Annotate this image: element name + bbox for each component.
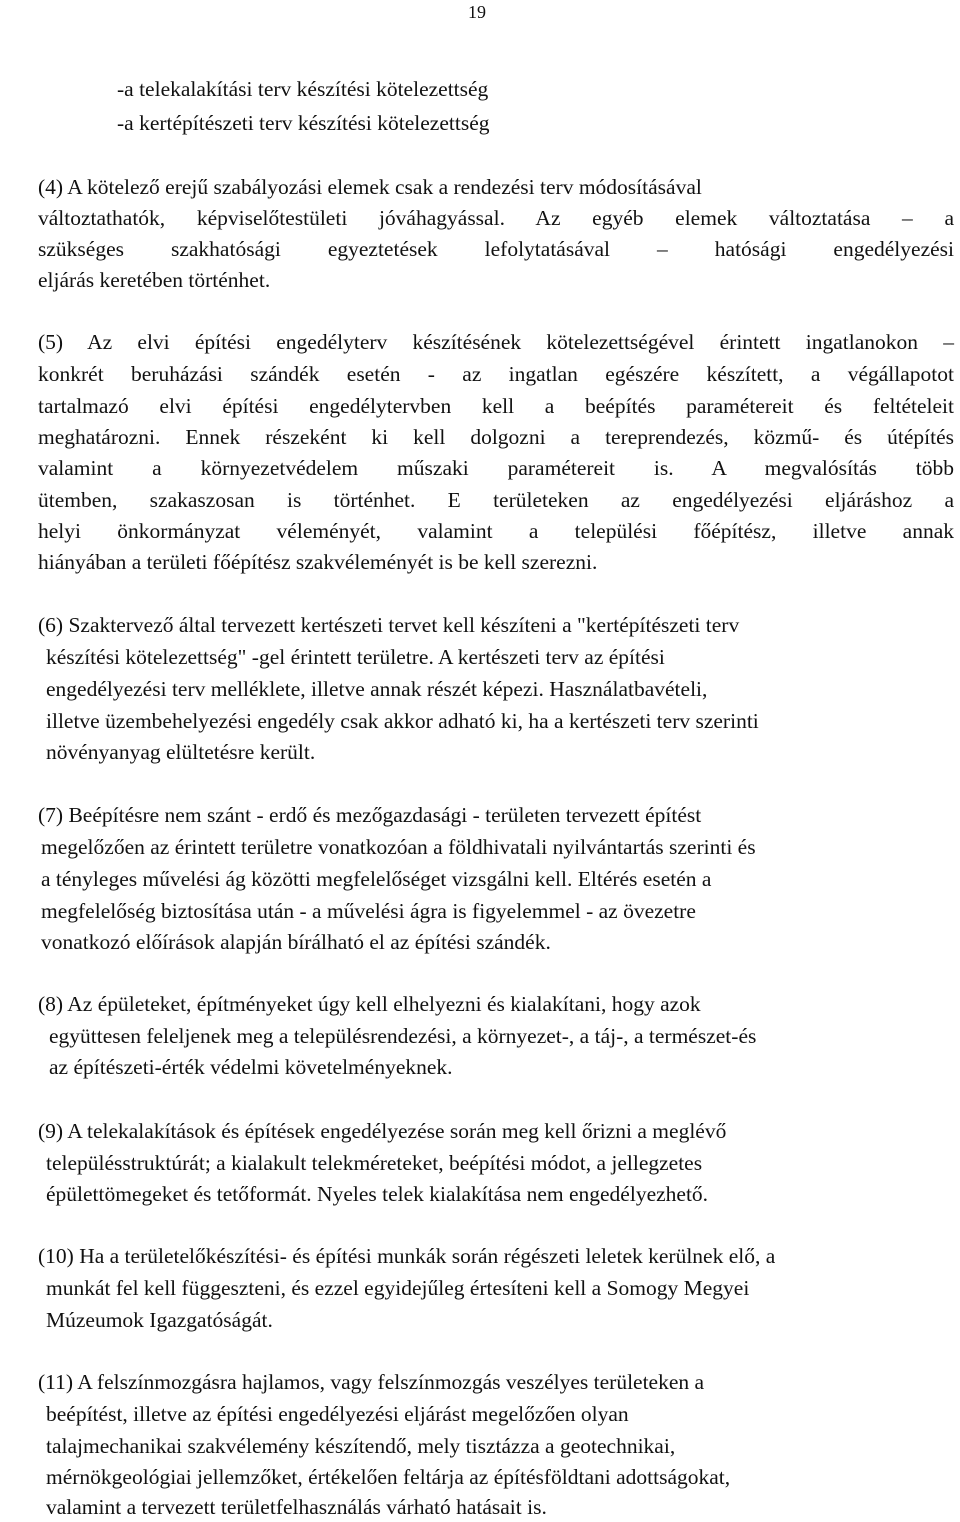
- paragraph-4-line: szükséges szakhatósági egyeztetések lefolytatásával – hatósági engedélyezési: [38, 237, 954, 261]
- paragraph-5-line: (5) Az elvi építési engedélyterv készítésének kötelezettségével érintett ingatlanokon –: [38, 330, 954, 354]
- paragraph-4-line: (4) A kötelező erejű szabályozási elemek csak a rendezési terv módosításával: [38, 175, 702, 199]
- paragraph-7-line: megfelelőség biztosítása után - a művelési ágra is figyelemmel - az övezetre: [41, 899, 696, 923]
- paragraph-9-line: épülettömegeket és tetőformát. Nyeles telek kialakítása nem engedélyezhető.: [46, 1182, 709, 1206]
- list-item: -a telekalakítási terv készítési kötelezettség: [117, 77, 489, 101]
- paragraph-6-line: készítési kötelezettség" -gel érintett területre. A kertészeti terv az építési: [46, 645, 665, 669]
- paragraph-5-line: valamint a környezetvédelem műszaki paramétereit is. A megvalósítás több: [38, 456, 954, 480]
- paragraph-7-line: vonatkozó előírások alapján bírálható el az építési szándék.: [41, 930, 551, 954]
- paragraph-4-line: eljárás keretében történhet.: [38, 268, 271, 292]
- paragraph-8-line: az építészeti-érték védelmi követelményeknek.: [49, 1055, 453, 1079]
- paragraph-11-line: (11) A felszínmozgásra hajlamos, vagy felszínmozgás veszélyes területeken a: [38, 1370, 705, 1394]
- paragraph-6-line: illetve üzembehelyezési engedély csak akkor adható ki, ha a kertészeti terv szerinti: [46, 709, 759, 733]
- paragraph-7-line: a tényleges művelési ág közötti megfelelőséget vizsgálni kell. Eltérés esetén a: [41, 867, 712, 891]
- paragraph-7-line: megelőzően az érintett területre vonatkozóan a földhivatali nyilvántartás szerinti és: [41, 835, 756, 859]
- paragraph-11-line: valamint a tervezett területfelhasználás várható hatásait is.: [46, 1495, 547, 1519]
- paragraph-6-line: (6) Szaktervező által tervezett kertészeti tervet kell készíteni a "kertépítészeti terv: [38, 613, 740, 637]
- paragraph-9-line: településstruktúrát; a kialakult telekméreteket, beépítési módot, a jellegzetes: [46, 1151, 703, 1175]
- page-number: 19: [468, 2, 486, 22]
- paragraph-5-line: konkrét beruházási szándék esetén - az ingatlan egészére készített, a végállapotot: [38, 362, 954, 386]
- paragraph-4-line: változtathatók, képviselőtestületi jóváhagyással. Az egyéb elemek változtatása – a: [38, 206, 954, 230]
- paragraph-10-line: munkát fel kell függeszteni, és ezzel egyidejűleg értesíteni kell a Somogy Megyei: [46, 1276, 750, 1300]
- paragraph-11-line: talajmechanikai szakvélemény készítendő, mely tisztázza a geotechnikai,: [46, 1434, 676, 1458]
- paragraph-11-line: beépítést, illetve az építési engedélyezési eljárást megelőzően olyan: [46, 1402, 629, 1426]
- paragraph-10-line: (10) Ha a területelőkészítési- és építési munkák során régészeti leletek kerülnek elő, a: [38, 1244, 776, 1268]
- paragraph-8-line: (8) Az épületeket, építményeket úgy kell elhelyezni és kialakítani, hogy azok: [38, 992, 701, 1016]
- paragraph-10-line: Múzeumok Igazgatóságát.: [46, 1308, 273, 1332]
- paragraph-7-line: (7) Beépítésre nem szánt - erdő és mezőgazdasági - területen tervezett építést: [38, 803, 702, 827]
- paragraph-5-line: meghatározni. Ennek részeként ki kell dolgozni a tereprendezés, közmű- és útépítés: [38, 425, 954, 449]
- list-item: -a kertépítészeti terv készítési kötelezettség: [117, 111, 490, 135]
- paragraph-5-line: hiányában a területi főépítész szakvéleményét is be kell szerezni.: [38, 550, 598, 574]
- paragraph-5-line: helyi önkormányzat véleményét, valamint a települési főépítész, illetve annak: [38, 519, 954, 543]
- paragraph-8-line: együttesen feleljenek meg a településrendezési, a környezet-, a táj-, a természet-és: [49, 1024, 757, 1048]
- paragraph-6-line: növényanyag elültetésre került.: [46, 740, 316, 764]
- paragraph-5-line: tartalmazó elvi építési engedélytervben kell a beépítés paramétereit és feltételeit: [38, 394, 954, 418]
- paragraph-6-line: engedélyezési terv melléklete, illetve annak részét képezi. Használatbavételi,: [46, 677, 708, 701]
- paragraph-9-line: (9) A telekalakítások és építések engedélyezése során meg kell őrizni a meglévő: [38, 1119, 727, 1143]
- paragraph-11-line: mérnökgeológiai jellemzőket, értékelően feltárja az építésföldtani adottságokat,: [46, 1465, 731, 1489]
- paragraph-5-line: ütemben, szakaszosan is történhet. E területeken az engedélyezési eljáráshoz a: [38, 488, 954, 512]
